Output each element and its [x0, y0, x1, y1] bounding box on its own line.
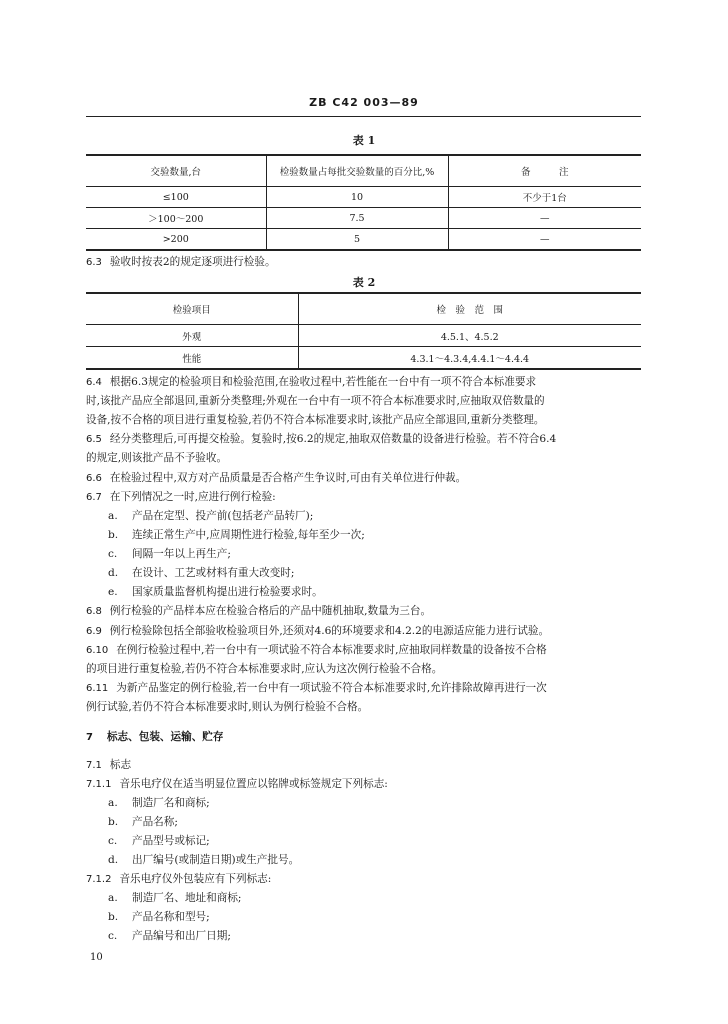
paragraph-line: 例行试验,若仍不符合本标准要求时,则认为例行检验不合格。: [86, 701, 369, 713]
clause-text: 音乐电疗仪在适当明显位置应以铭牌或标签规定下列标志:: [119, 778, 388, 790]
list-item-text: 产品名称和型号;: [132, 911, 210, 923]
page-header: ZB C42 003—89: [309, 96, 419, 109]
table-cell: 4.5.1、4.5.2: [298, 325, 641, 347]
table-cell: 性能: [86, 347, 298, 370]
section-7-heading: [86, 730, 646, 745]
table-cell: 10: [266, 187, 448, 208]
list-item: [108, 910, 668, 924]
list-item: [108, 929, 668, 943]
list-item-text: 连续正常生产中,应周期性进行检验,每年至少一次;: [132, 529, 365, 541]
clause-number: 6.6: [86, 473, 102, 484]
list-item: [108, 834, 668, 848]
clause-text: 为新产品鉴定的例行检验,若一台中有一项试验不符合本标准要求时,允许排除故障再进行一次: [116, 682, 547, 694]
list-marker: b.: [108, 911, 119, 923]
list-item-text: 在设计、工艺或材料有重大改变时;: [132, 567, 295, 579]
clause-text: 标志: [109, 759, 132, 771]
list-item-text: 产品名称;: [132, 816, 178, 828]
paragraph-line: 设备,按不合格的项目进行重复检验,若仍不符合本标准要求时,该批产品应全部退回,重新分类整理。: [86, 414, 545, 426]
paragraph-6-3: [86, 255, 646, 270]
table-header-cell: 备 注: [448, 155, 641, 187]
paragraph-line: 的项目进行重复检验,若仍不符合本标准要求时,应认为这次例行检验不合格。: [86, 663, 443, 675]
list-item: [108, 566, 668, 580]
table-header-cell: 交验数量,台: [86, 155, 266, 187]
list-marker: d.: [108, 854, 119, 866]
page-number: 10: [90, 952, 103, 963]
table-cell: >200: [86, 229, 266, 251]
table-cell: ＞100～200: [86, 208, 266, 229]
clause-text: 验收时按表2的规定逐项进行检验。: [109, 256, 276, 268]
clause-text: 根据6.3规定的检验项目和检验范围,在验收过程中,若性能在一台中有一项不符合本标准要求: [109, 376, 537, 388]
header-rule: [86, 116, 641, 117]
table-row: [86, 187, 641, 208]
paragraph-6-4: [86, 375, 646, 390]
clause-text: 例行检验的产品样本应在检验合格后的产品中随机抽取,数量为三台。: [109, 605, 432, 617]
list-item: [108, 585, 668, 599]
list-item: [108, 891, 668, 905]
paragraph-7-1-2: [86, 872, 646, 887]
paragraph-7-1-1: [86, 777, 646, 792]
list-item-text: 制造厂名、地址和商标;: [132, 892, 242, 904]
list-item: [108, 796, 668, 810]
list-marker: c.: [108, 548, 118, 560]
clause-text: 经分类整理后,可再提交检验。复验时,按6.2的规定,抽取双倍数量的设备进行检验。若不符合6.4: [109, 433, 557, 445]
table-header-cell: 检验数量占每批交验数量的百分比,%: [266, 155, 448, 187]
clause-number: 7.1: [86, 760, 102, 771]
clause-text: 在例行检验过程中,若一台中有一项试验不符合本标准要求时,应抽取同样数量的设备按不合格: [116, 644, 547, 656]
paragraph-6-8: [86, 604, 646, 619]
list-item: [108, 509, 668, 523]
list-marker: d.: [108, 567, 119, 579]
clause-number: 6.3: [86, 257, 102, 268]
paragraph-7-1: [86, 758, 646, 773]
clause-number: 6.4: [86, 377, 102, 388]
list-marker: a.: [108, 892, 118, 904]
clause-number: 6.11: [86, 683, 109, 694]
clause-text: 在下列情况之一时,应进行例行检验:: [109, 491, 276, 503]
paragraph-line: 时,该批产品应全部退回,重新分类整理;外观在一台中有一项不符合本标准要求时,应抽取双倍数量的: [86, 395, 545, 407]
table1-caption: 表 1: [352, 134, 376, 147]
table-cell: —: [448, 229, 641, 251]
table1: [86, 154, 641, 251]
list-marker: a.: [108, 510, 118, 522]
list-item: [108, 528, 668, 542]
table-cell: 外观: [86, 325, 298, 347]
table-row: [86, 208, 641, 229]
table-cell: —: [448, 208, 641, 229]
list-marker: b.: [108, 816, 119, 828]
list-item-text: 产品在定型、投产前(包括老产品转厂);: [132, 510, 314, 522]
list-item-text: 产品编号和出厂日期;: [132, 930, 231, 942]
clause-number: 6.10: [86, 645, 109, 656]
clause-number: 6.5: [86, 434, 102, 445]
clause-number: 6.7: [86, 492, 102, 503]
section-number: 7: [86, 732, 93, 743]
table-cell: 5: [266, 229, 448, 251]
paragraph-6-7: [86, 490, 646, 505]
clause-number: 6.8: [86, 606, 102, 617]
table-row: [86, 325, 641, 347]
table-cell: 4.3.1～4.3.4,4.4.1～4.4.4: [298, 347, 641, 370]
paragraph-6-5: [86, 432, 646, 447]
section-title: 标志、包装、运输、贮存: [106, 731, 224, 743]
table-cell: 不少于1台: [448, 187, 641, 208]
list-marker: a.: [108, 797, 118, 809]
clause-text: 在检验过程中,双方对产品质量是否合格产生争议时,可由有关单位进行仲裁。: [109, 472, 467, 484]
table-row: [86, 347, 641, 370]
list-item: [108, 547, 668, 561]
paragraph-6-10: [86, 643, 646, 658]
clause-text: 例行检验除包括全部验收检验项目外,还须对4.6的环境要求和4.2.2的电源适应能力进行试验。: [109, 625, 550, 637]
table1-header-row: [86, 155, 641, 187]
clause-number: 7.1.1: [86, 779, 112, 790]
table-row: [86, 229, 641, 251]
clause-text: 音乐电疗仪外包装应有下列标志:: [119, 873, 272, 885]
clause-number: 6.9: [86, 626, 102, 637]
list-marker: e.: [108, 586, 118, 598]
paragraph-line: 的规定,则该批产品不予验收。: [86, 452, 228, 464]
list-item: [108, 853, 668, 867]
table-header-cell: 检 验 范 围: [298, 293, 641, 325]
paragraph-6-11: [86, 681, 646, 696]
list-item-text: 国家质量监督机构提出进行检验要求时。: [132, 586, 323, 598]
table2-caption: 表 2: [352, 276, 376, 289]
table-header-cell: 检验项目: [86, 293, 298, 325]
paragraph-6-6: [86, 471, 646, 486]
list-marker: b.: [108, 529, 119, 541]
table-cell: 7.5: [266, 208, 448, 229]
table-cell: ≤100: [86, 187, 266, 208]
list-marker: c.: [108, 930, 118, 942]
list-marker: c.: [108, 835, 118, 847]
list-item: [108, 815, 668, 829]
paragraph-6-9: [86, 624, 646, 639]
table2: [86, 292, 641, 370]
list-item-text: 出厂编号(或制造日期)或生产批号。: [132, 854, 300, 866]
list-item-text: 间隔一年以上再生产;: [132, 548, 231, 560]
list-item-text: 制造厂名和商标;: [132, 797, 210, 809]
table2-header-row: [86, 293, 641, 325]
list-item-text: 产品型号或标记;: [132, 835, 210, 847]
clause-number: 7.1.2: [86, 874, 112, 885]
